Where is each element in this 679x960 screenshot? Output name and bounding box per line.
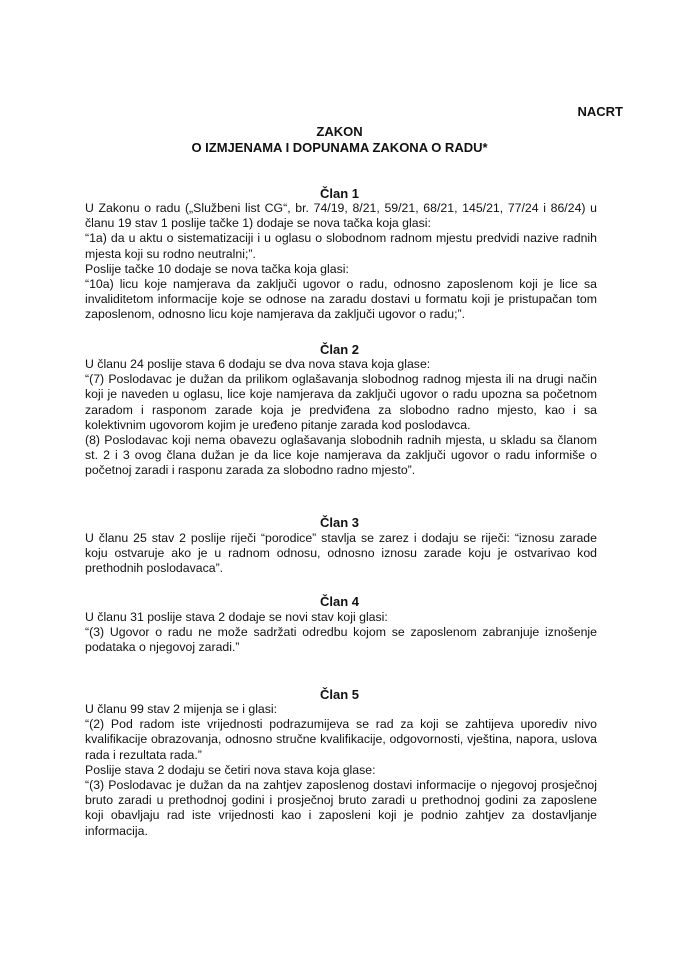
article-1-paragraph: Poslije tačke 10 dodaje se nova tačka koja glasi: (85, 261, 349, 276)
article-5-paragraph: Poslije stava 2 dodaju se četiri nova stava koja glase: (85, 762, 376, 777)
article-4-paragraph: “(3) Ugovor o radu ne može sadržati odredbu kojom se zaposlenom zabranjuje iznošenje podataka o njegovoj zaradi.” (85, 625, 597, 655)
article-3-paragraph: U članu 25 stav 2 poslije riječi “porodice” stavlja se zarez i dodaju se riječi: “iznosu zarade koju ostvaruje ako je u radnom odnosu, odnosno iznosu zarade koju je ostvarivao kod prethodnih poslodavaca”. (85, 531, 597, 576)
article-3-body (85, 531, 597, 577)
article-1-paragraph: “1a) da u aktu o sistematizaciji i u oglasu o slobodnom radnom mjestu predvidi nazive radnih mjesta koji su rodno neutralni;”. (85, 231, 597, 261)
article-2-heading: Član 2 (319, 342, 359, 357)
article-3-heading: Član 3 (319, 515, 359, 530)
law-subtitle: O IZMJENAMA I DOPUNAMA ZAKONA O RADU* (191, 140, 488, 155)
article-1-paragraph: U Zakonu o radu („Službeni list CG“, br. 74/19, 8/21, 59/21, 68/21, 145/21, 77/24 i 86/24) u članu 19 stav 1 poslije tačke 1) dodaje se nova tačka koja glasi: (85, 201, 597, 231)
article-5-body (85, 702, 597, 839)
article-5-paragraph: U članu 99 stav 2 mijenja se i glasi: (85, 702, 278, 716)
law-title: ZAKON (316, 124, 363, 139)
article-4-body (85, 610, 597, 656)
draft-label: NACRT (577, 104, 623, 119)
article-5-heading: Član 5 (319, 687, 359, 702)
article-4-paragraph: U članu 31 poslije stava 2 dodaje se novi stav koji glasi: (85, 610, 388, 624)
article-4-heading: Član 4 (319, 594, 359, 609)
article-2-paragraph: (8) Poslodavac koji nema obavezu oglašavanja slobodnih radnih mjesta, u skladu sa članom st. 2 i 3 ovog člana dužan je da lice koje namjerava da zaključi ugovor o radu informiše o početnoj zaradi i rasponu zarada za slobodno radno mjesto”. (85, 433, 597, 478)
article-1-heading: Član 1 (319, 186, 359, 201)
article-5-paragraph: “(3) Poslodavac je dužan da na zahtjev zaposlenog dostavi informacije o njegovoj prosječnoj bruto zaradi u prethodnoj godini i prosječnoj bruto zaradi u prethodnoj godini za zaposlene koji obavljaju rad iste vrijednosti kao i zaposleni koji je podnio zahtjev za dostavljanje informacija. (85, 778, 597, 838)
article-2-paragraph: “(7) Poslodavac je dužan da prilikom oglašavanja slobodnog radnog mjesta ili na drugi način koji je naveden u oglasu, lice koje namjerava da zaključi ugovor o radu upozna sa početnom zaradom i rasponom zarade koja je predviđena za slobodno radno mjesto, kao i sa kolektivnim ugovorom kojim je uređeno pitanje zarada kod poslodavca. (85, 372, 597, 432)
article-2-paragraph: U članu 24 poslije stava 6 dodaju se dva nova stava koja glase: (85, 357, 431, 371)
article-1-body (85, 201, 597, 323)
article-1-paragraph: “10a) licu koje namjerava da zaključi ugovor o radu, odnosno zaposlenom koji je lice sa invaliditetom informacije koje se odnose na zaradu dostavi u formatu koji je pristupačan tom zaposlenom, odnosno licu koje namjerava da zaključi ugovor o radu;”. (85, 277, 597, 322)
article-5-paragraph: “(2) Pod radom iste vrijednosti podrazumijeva se rad za koji se zahtijeva uporediv nivo kvalifikacije obrazovanja, odnosno stručne kvalifikacije, odgovornosti, vještina, napora, uslova rada i rezultata rada.” (85, 717, 597, 762)
article-2-body (85, 357, 597, 479)
